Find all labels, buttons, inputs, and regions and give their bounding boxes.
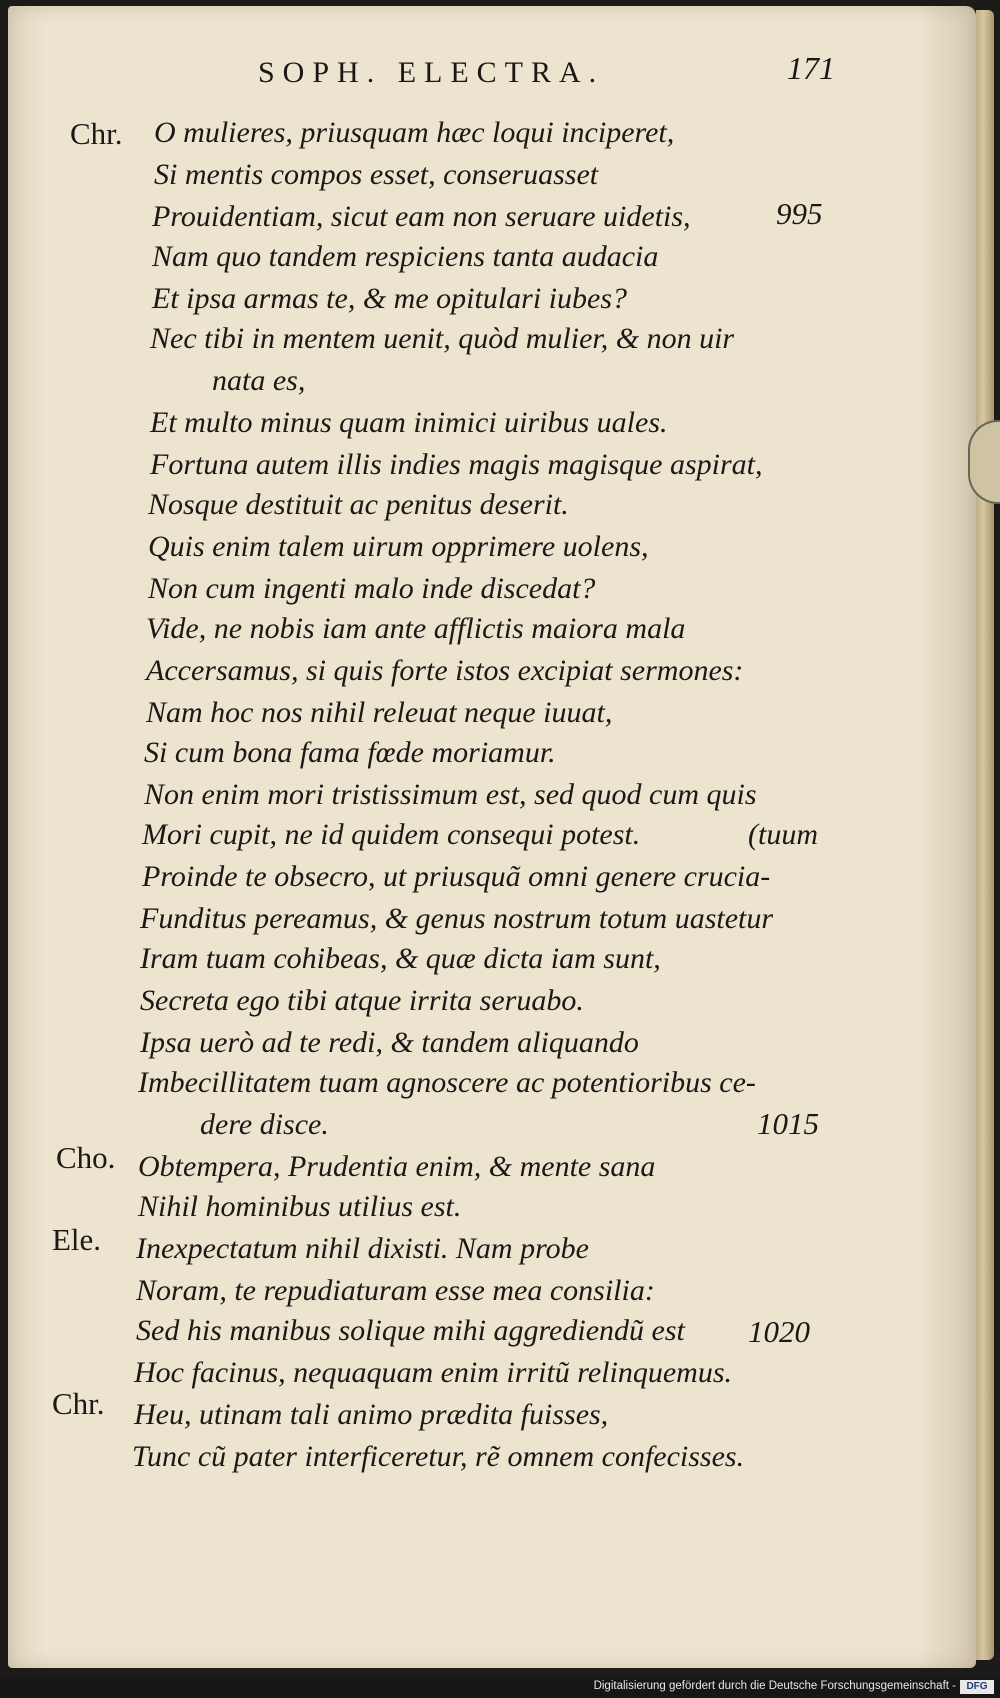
verse-line: Si cum bona fama fœde moriamur.: [144, 736, 556, 769]
verse-line: Nec tibi in mentem uenit, quòd mulier, & non uir: [150, 322, 735, 355]
verse-line: Nihil hominibus utilius est.: [138, 1190, 462, 1223]
page-number: 171: [787, 50, 835, 86]
verse-line: Non cum ingenti malo inde discedat?: [148, 572, 596, 605]
verse-line: O mulieres, priusquam hæc loqui inciperet,: [154, 116, 675, 149]
verse-line: Vide, ne nobis iam ante afflictis maiora mala: [146, 612, 686, 645]
verse-line: Quis enim talem uirum opprimere uolens,: [148, 530, 649, 563]
digitization-footer: [0, 1677, 1000, 1698]
verse-line: Inexpectatum nihil dixisti. Nam probe: [136, 1232, 589, 1265]
verse-line: Et ipsa armas te, & me opitulari iubes?: [152, 282, 627, 315]
verse-line: Proinde te obsecro, ut priusquã omni genere crucia-: [142, 860, 771, 893]
verse-line: Accersamus, si quis forte istos excipiat sermones:: [146, 654, 744, 687]
speaker-label: Cho.: [56, 1140, 116, 1175]
verse-line: Noram, te repudiaturam esse mea consilia:: [136, 1274, 655, 1307]
verse-line: nata es,: [212, 364, 306, 397]
line-number: 1020: [748, 1314, 810, 1349]
speaker-label: Ele.: [52, 1222, 102, 1257]
verse-line: Tunc cũ pater interficeretur, rẽ omnem confecisses.: [132, 1440, 745, 1473]
verse-line: Nam quo tandem respiciens tanta audacia: [152, 240, 659, 273]
binding-clasp: [968, 420, 1000, 504]
verse-line: Heu, utinam tali animo prædita fuisses,: [134, 1398, 609, 1431]
speaker-label: Chr.: [52, 1386, 105, 1421]
verse-line: Nosque destituit ac penitus deserit.: [148, 488, 569, 521]
speaker-label: Chr.: [70, 116, 123, 151]
verse-line: Sed his manibus solique mihi aggrediendũ est: [136, 1314, 685, 1347]
verse-line: Funditus pereamus, & genus nostrum totum uastetur: [140, 902, 774, 935]
verse-line: Iram tuam cohibeas, & quæ dicta iam sunt,: [140, 942, 661, 975]
verse-line-overflow: (tuum: [748, 818, 818, 851]
verse-line: Fortuna autem illis indies magis magisque aspirat,: [150, 448, 763, 481]
verse-line: Prouidentiam, sicut eam non seruare uidetis,: [152, 200, 691, 233]
verse-line: dere disce.: [200, 1108, 329, 1141]
dfg-logo: DFG: [960, 1680, 994, 1694]
verse-line: Obtempera, Prudentia enim, & mente sana: [138, 1150, 656, 1183]
verse-line: Si mentis compos esset, conseruasset: [154, 158, 599, 191]
verse-line: Nam hoc nos nihil releuat neque iuuat,: [146, 696, 613, 729]
verse-line: Ipsa uerò ad te redi, & tandem aliquando: [140, 1026, 639, 1059]
verse-line: Hoc facinus, nequaquam enim irritũ relinquemus.: [134, 1356, 732, 1389]
line-number: 1015: [757, 1106, 819, 1141]
running-head: SOPH. ELECTRA.: [258, 56, 605, 89]
funding-credit: Digitalisierung gefördert durch die Deutsche Forschungsgemeinschaft -: [593, 1680, 956, 1692]
verse-line: Et multo minus quam inimici uiribus uales.: [150, 406, 668, 439]
page-edge: [976, 10, 994, 1660]
verse-line: Secreta ego tibi atque irrita seruabo.: [140, 984, 584, 1017]
verse-line: Imbecillitatem tuam agnoscere ac potentioribus ce-: [138, 1066, 756, 1099]
line-number: 995: [776, 196, 823, 231]
verse-line: Mori cupit, ne id quidem consequi potest.: [142, 818, 641, 851]
verse-line: Non enim mori tristissimum est, sed quod cum quis: [144, 778, 757, 811]
